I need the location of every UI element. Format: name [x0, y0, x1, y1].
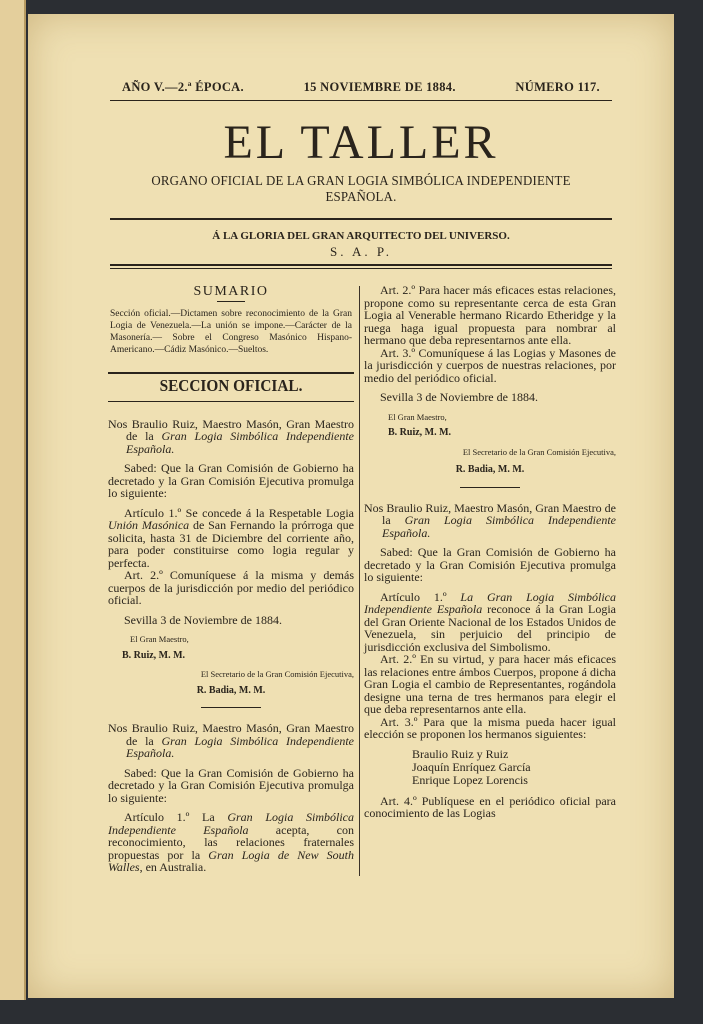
- proposed-name: Braulio Ruiz y Ruiz: [412, 746, 509, 761]
- decree1-article1: Artículo 1.º Se concede á la Respetable Logia Unión Masónica de San Fernando la prórroga que solicita, hasta 31 de Diciembre del corriente año, para poder constituirse como logia regular y perfecta.: [108, 505, 355, 570]
- issue-number: NÚMERO 117.: [515, 80, 600, 94]
- subtitle-rule: [110, 218, 612, 220]
- decree2-article1: Artículo 1.º La Gran Logia Simbólica Independiente Española acepta, con reconocimiento, las relaciones fraternales propuestas por la Gran Logia de New South Walles, en Australia.: [108, 810, 355, 875]
- newspaper-page: [28, 14, 674, 998]
- decree3-article2: Art. 2.º En su virtud, y para hacer más eficaces las relaciones entre ámbos Cuerpos, propone á dicha Gran Logia el cambio de Representantes, rogándola designe una terna de tres hermanos para elegir el que deba representarnos ante ella.: [364, 652, 616, 716]
- proposed-name: Enrique Lopez Lorencis: [412, 772, 528, 787]
- decree2-gm-label: El Gran Maestro,: [388, 411, 447, 422]
- issue-meta: [110, 80, 612, 97]
- issue-year: AÑO V.—2.ª ÉPOCA.: [122, 80, 244, 94]
- decree2-sec-name: R. Badia, M. M.: [455, 464, 525, 475]
- decree3-article3: Art. 3.º Para que la misma pueda hacer igual elección se proponen los hermanos siguientes:: [364, 714, 616, 741]
- newspaper-subtitle: ORGANO OFICIAL DE LA GRAN LOGIA SIMBÓLICA INDEPENDIENTE ESPAÑOLA.: [151, 174, 571, 205]
- masthead: [110, 80, 612, 269]
- decree-separator: [201, 707, 261, 708]
- header-bottom-rule-thin: [110, 268, 612, 269]
- column-divider: [359, 286, 360, 876]
- seccion-oficial-heading: SECCION OFICIAL.: [159, 376, 303, 396]
- right-column: [364, 284, 616, 827]
- sumario-text: Sección oficial.—Dictamen sobre reconocimiento de la Gran Logia de Venezuela.—La unión se impone.—Carácter de la Masonería.— Sobre el Congreso Masónico Hispano-Americano.—Cádiz Masónico.—Sueltos.: [110, 308, 352, 356]
- decree1-place-date: Sevilla 3 de Noviembre de 1884.: [124, 612, 282, 627]
- decree-separator-2: [460, 487, 520, 488]
- decree1-sec-label: El Secretario de la Gran Comisión Ejecutiva,: [200, 669, 354, 680]
- newspaper-title: EL TALLER: [223, 116, 499, 169]
- issue-date: 15 NOVIEMBRE DE 1884.: [303, 80, 456, 94]
- decree1-intro: Nos Braulio Ruiz, Maestro Masón, Gran Maestro de la Gran Logia Simbólica Independiente Española.: [108, 416, 354, 456]
- header-bottom-rule: [110, 264, 612, 266]
- decree1-article2: Art. 2.º Comuníquese á la misma y demás cuerpos de la jurisdicción por medio del periódico oficial.: [108, 568, 354, 608]
- decree2-article2: Art. 2.º Para hacer más eficaces estas relaciones, propone como su representante cerca de esta Gran Logia al Venerable hermano Ricardo Etheridge y la ruega haga igual propuesta para nombrar al hermano que deba representarnos ante ella.: [364, 283, 616, 347]
- sumario-rule: [217, 301, 245, 302]
- dedication: Á LA GLORIA DEL GRAN ARQUITECTO DEL UNIVERSO.: [212, 230, 510, 242]
- decree2-intro: Nos Braulio Ruiz, Maestro Masón, Gran Maestro de la Gran Logia Simbólica Independiente Española.: [108, 721, 354, 761]
- sap-mark: S. A. P.: [330, 244, 392, 259]
- decree2-sec-label: El Secretario de la Gran Comisión Ejecutiva,: [462, 446, 616, 457]
- decree1-gm-name: B. Ruiz, M. M.: [122, 649, 186, 661]
- masthead-rule: [110, 100, 612, 101]
- decree3-intro: Nos Braulio Ruiz, Maestro Masón, Gran Maestro de la Gran Logia Simbólica Independiente Española.: [364, 500, 616, 540]
- decree3-sabed: Sabed: Que la Gran Comisión de Gobierno ha decretado y la Gran Comisión Ejecutiva promulga lo siguiente:: [364, 545, 616, 584]
- decree2-article3: Art. 3.º Comuníquese á las Logias y Masones de la jurisdicción y cuerpos de nuestras relaciones, por medio del periódico oficial.: [364, 345, 616, 385]
- decree3-article4: Art. 4.º Publíquese en el periódico oficial para conocimiento de las Logias: [364, 793, 616, 820]
- decree2-place-date: Sevilla 3 de Noviembre de 1884.: [380, 390, 538, 404]
- seccion-header-rule: [108, 372, 354, 402]
- proposed-name: Joaquín Enríquez García: [412, 759, 531, 774]
- decree2-gm-name: B. Ruiz, M. M.: [388, 427, 452, 438]
- sumario-heading: SUMARIO: [193, 284, 269, 299]
- decree2-sabed: Sabed: Que la Gran Comisión de Gobierno ha decretado y la Gran Comisión Ejecutiva promulga lo siguiente:: [108, 765, 354, 805]
- proposed-names: [364, 748, 616, 787]
- decree1-gm-label: El Gran Maestro,: [130, 634, 189, 645]
- left-column: [108, 284, 354, 881]
- decree1-sec-name: R. Badia, M. M.: [196, 684, 266, 696]
- decree1-sabed: Sabed: Que la Gran Comisión de Gobierno ha decretado y la Gran Comisión Ejecutiva promulga lo siguiente:: [108, 461, 354, 501]
- decree3-article1: Artículo 1.º La Gran Logia Simbólica Independiente Española reconoce á la Gran Logia del Gran Oriente Nacional de los Estados Unidos de Venezuela, sin perjuicio del principio de jurisdicción exclusiva del Simbolismo.: [364, 589, 617, 654]
- facing-page-edge: [0, 0, 26, 1000]
